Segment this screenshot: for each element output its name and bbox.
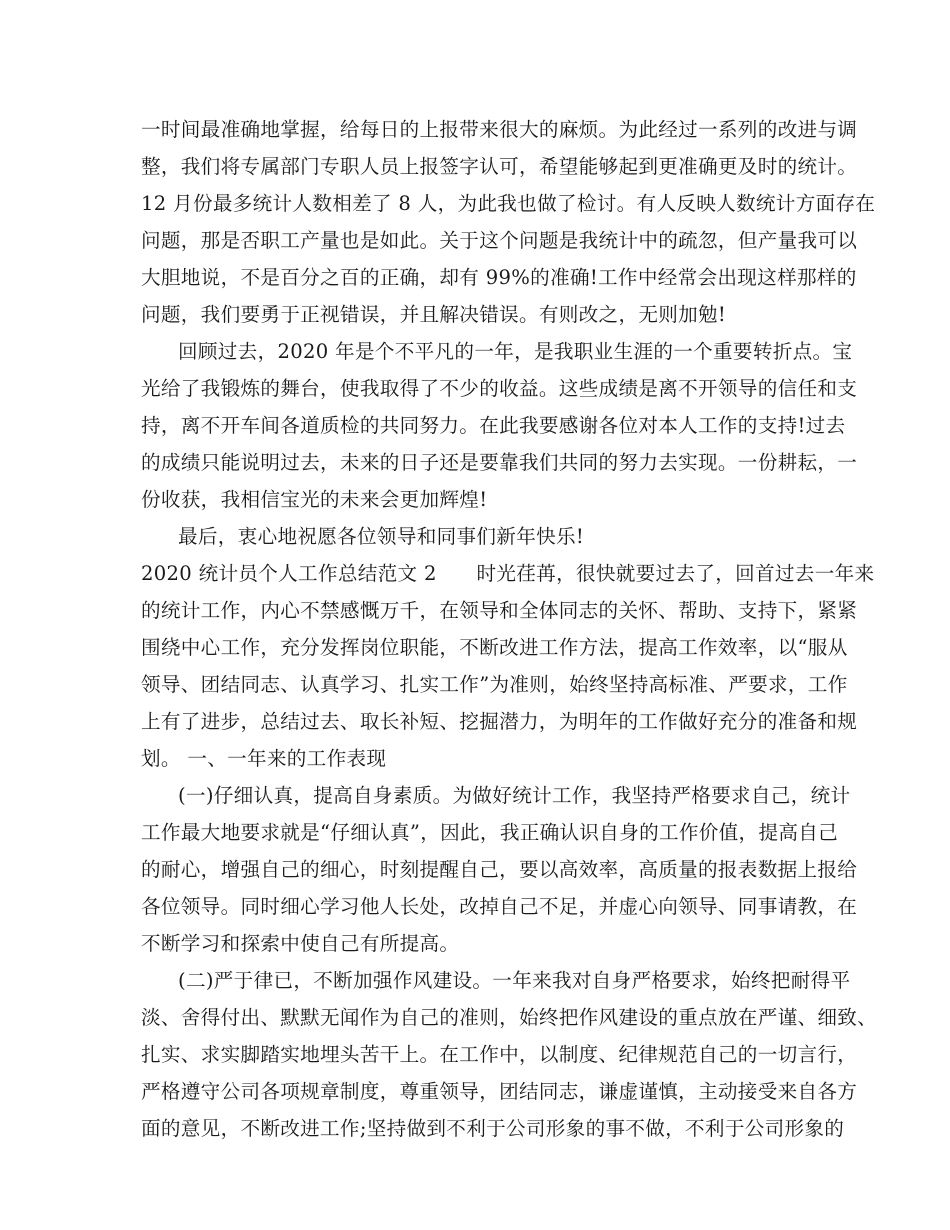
body-text-line: 的耐心，增强自己的细心，时刻提醒自己，要以高效率，高质量的报表数据上报给: [141, 858, 858, 881]
body-text-line: 围绕中心工作，充分发挥岗位职能，不断改进工作方法，提高工作效率，以“服从: [141, 636, 848, 659]
body-text-line: 淡、舍得付出、默默无闻作为自己的准则，始终把作风建设的重点放在严谨、细致、: [141, 1006, 878, 1029]
section-heading-line: 2020 统计员个人工作总结范文 2 时光荏苒，很快就要过去了，回首过去一年来: [141, 562, 875, 585]
paragraph-first-line: (二)严于律已，不断加强作风建设。一年来我对自身严格要求，始终把耐得平: [178, 969, 851, 992]
body-text-line: 整，我们将专属部门专职人员上报签字认可，希望能够起到更准确更及时的统计。: [141, 155, 858, 178]
paragraph-first-line: 最后，衷心地祝愿各位领导和同事们新年快乐!: [178, 525, 585, 548]
body-text-line: 面的意见，不断改进工作;坚持做到不利于公司形象的事不做，不利于公司形象的: [141, 1117, 845, 1140]
body-text-line: 问题，那是否职工产量也是如此。关于这个问题是我统计中的疏忽，但产量我可以: [141, 229, 858, 252]
body-text-line: 的统计工作，内心不禁感慨万千，在领导和全体同志的关怀、帮助、支持下，紧紧: [141, 599, 858, 622]
body-text-line: 12 月份最多统计人数相差了 8 人，为此我也做了检讨。有人反映人数统计方面存在: [141, 192, 876, 215]
body-text-line: 上有了进步，总结过去、取长补短、挖掘潜力，为明年的工作做好充分的准备和规: [141, 710, 858, 733]
body-text-line: 各位领导。同时细心学习他人长处，改掉自己不足，并虚心向领导、同事请教，在: [141, 895, 858, 918]
paragraph-first-line: (一)仔细认真，提高自身素质。为做好统计工作，我坚持严格要求自己，统计: [178, 784, 851, 807]
body-text-line: 光给了我锻炼的舞台，使我取得了不少的收益。这些成绩是离不开领导的信任和支: [141, 377, 858, 400]
body-text-line: 不断学习和探索中使自己有所提高。: [141, 932, 460, 955]
paragraph-first-line: 回顾过去，2020 年是个不平凡的一年，是我职业生涯的一个重要转折点。宝: [178, 340, 853, 363]
body-text-line: 严格遵守公司各项规章制度，尊重领导，团结同志，谦虚谨慎，主动接受来自各方: [141, 1080, 858, 1103]
body-text-line: 领导、团结同志、认真学习、扎实工作”为准则，始终坚持高标准、严要求，工作: [141, 673, 848, 696]
body-text-line: 工作最大地要求就是“仔细认真”，因此，我正确认识自身的工作价值，提高自己: [141, 821, 839, 844]
body-text-line: 份收获，我相信宝光的未来会更加辉煌!: [141, 488, 488, 511]
body-text-line: 扎实、求实脚踏实地埋头苦干上。在工作中，以制度、纪律规范自己的一切言行，: [141, 1043, 858, 1066]
body-text-line: 大胆地说，不是百分之百的正确，却有 99%的准确!工作中经常会出现这样那样的: [141, 266, 857, 289]
body-text-line: 的成绩只能说明过去，未来的日子还是要靠我们共同的努力去实现。一份耕耘，一: [141, 451, 858, 474]
body-text-line: 一时间最准确地掌握，给每日的上报带来很大的麻烦。为此经过一系列的改进与调: [141, 118, 858, 141]
body-text-line: 问题，我们要勇于正视错误，并且解决错误。有则改之，无则加勉!: [141, 303, 727, 326]
body-text-line: 持，离不开车间各道质检的共同努力。在此我要感谢各位对本人工作的支持!过去: [141, 414, 846, 437]
body-text-line: 划。 一、一年来的工作表现: [141, 747, 387, 770]
